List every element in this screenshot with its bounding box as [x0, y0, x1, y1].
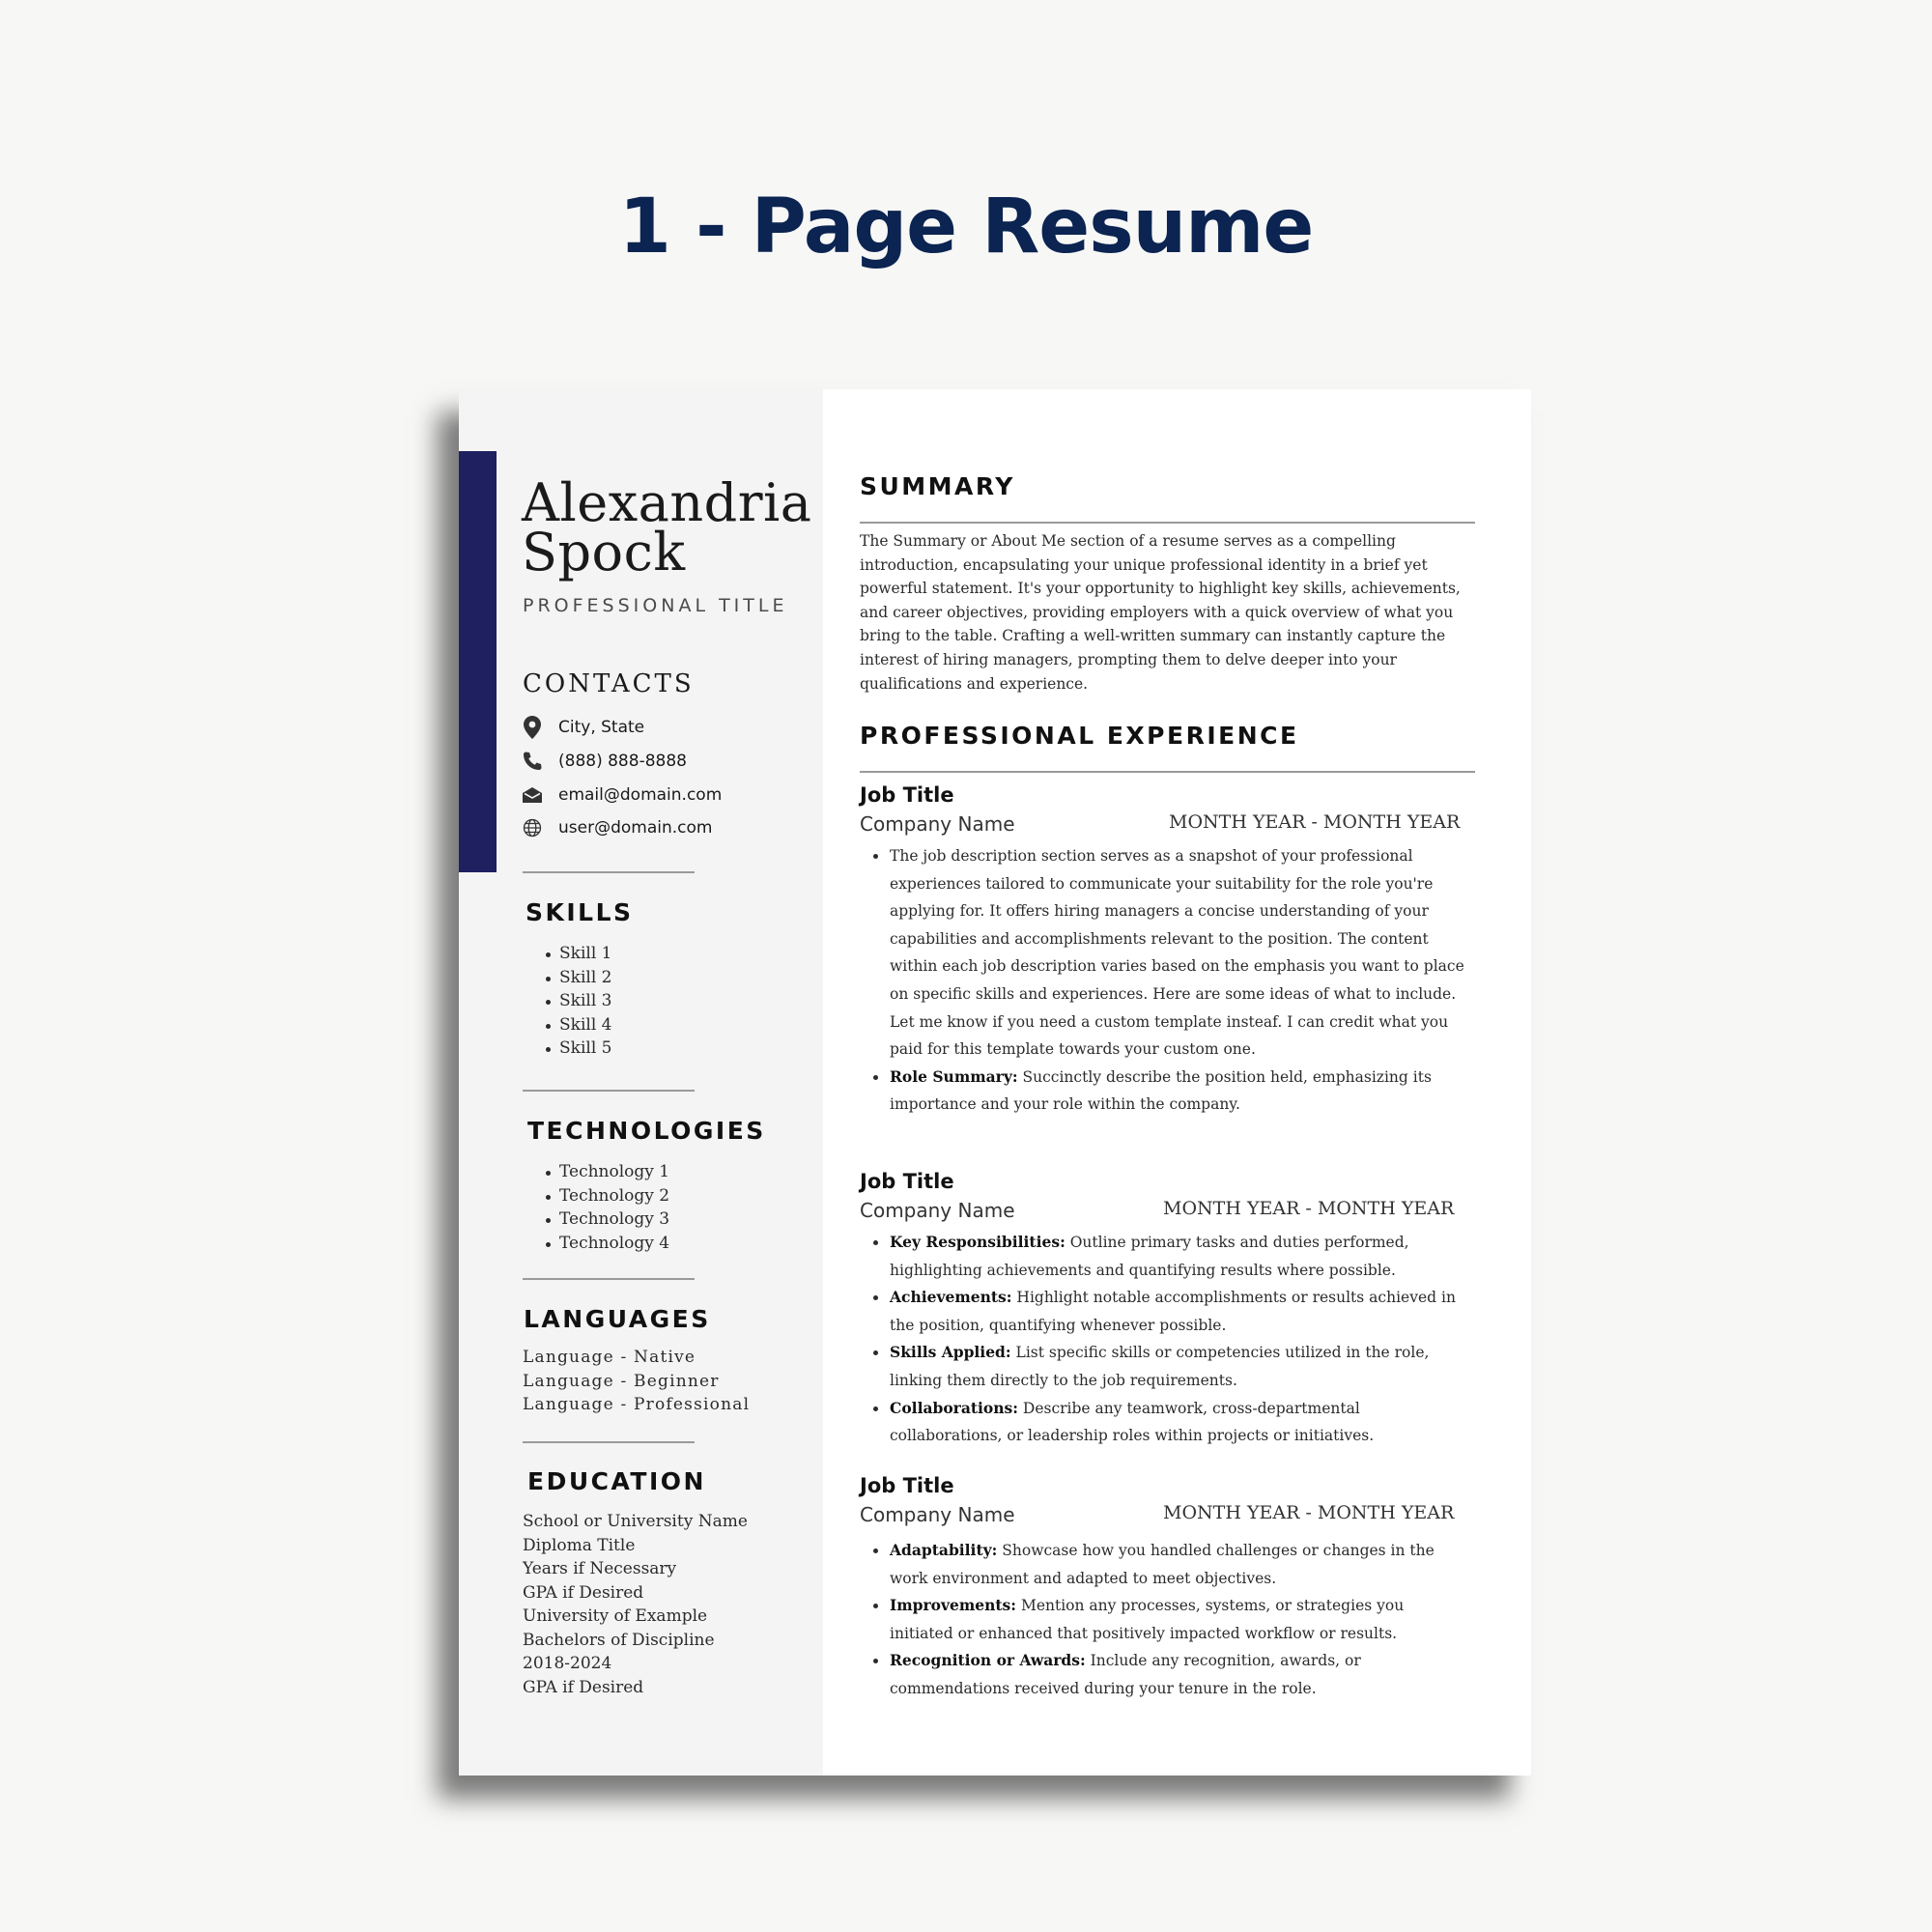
education-gpa: GPA if Desired	[523, 1582, 644, 1603]
technology-item: Technology 3	[546, 1208, 669, 1232]
job-bullet	[873, 1284, 1464, 1339]
resume-sidebar	[459, 389, 823, 1776]
language-item: Language - Beginner	[523, 1371, 720, 1391]
contact-phone	[521, 747, 687, 776]
bullet-label: Role Summary:	[890, 1066, 1018, 1086]
contact-website	[521, 813, 712, 842]
bullet-label: Achievements:	[890, 1288, 1012, 1307]
company-name: Company Name	[860, 1199, 1015, 1222]
company-name: Company Name	[860, 1503, 1015, 1526]
education-diploma: Bachelors of Discipline	[523, 1630, 715, 1650]
summary-divider	[860, 522, 1475, 524]
bullet-text: Succinctly describe the position held, emphasizing its importance and your role within the company.	[890, 1067, 1432, 1114]
job-bullet	[873, 842, 1464, 1064]
sidebar-divider	[523, 1441, 695, 1443]
contact-website-text: user@domain.com	[558, 818, 713, 838]
bullet-text: Mention any processes, systems, or strategies you initiated or enhanced that positively impacted workflow or results.	[890, 1597, 1405, 1642]
location-pin-icon	[521, 716, 544, 739]
education-heading: EDUCATION	[527, 1467, 706, 1495]
bullet-label: Skills Applied:	[890, 1343, 1011, 1362]
sidebar-divider	[523, 871, 695, 873]
job-bullet	[873, 1647, 1464, 1702]
bullet-text: Outline primary tasks and duties performed, highlighting achievements and quantifying results where possible.	[890, 1234, 1409, 1279]
skill-item: Skill 1	[546, 942, 611, 966]
education-school: School or University Name	[523, 1512, 748, 1531]
language-item: Language - Native	[523, 1348, 696, 1367]
languages-list	[523, 1346, 750, 1417]
professional-title: PROFESSIONAL TITLE	[523, 595, 788, 616]
education-years: 2018-2024	[523, 1654, 612, 1673]
skill-item: Skill 5	[546, 1037, 611, 1061]
summary-text: The Summary or About Me section of a resume serves as a compelling introduction, encapsulating your unique professional identity in a brief yet powerful statement. It's your opportunity to highlight key skills, achievements, and career objectives, providing employers with a quick overview of what you bring to the table. Crafting a well-written summary can instantly capture the interest of hiring managers, prompting them to delve deeper into your qualifications and experience.	[860, 532, 1461, 693]
bullet-text: Highlight notable accomplishments or results achieved in the position, quantifying whenever possible.	[890, 1289, 1456, 1334]
contact-email	[521, 781, 722, 810]
bullet-text: Describe any teamwork, cross-departmental collaborations, or leadership roles within projects or initiatives.	[890, 1399, 1375, 1445]
job-bullets	[873, 1537, 1464, 1703]
technologies-list	[546, 1160, 669, 1255]
summary-heading: SUMMARY	[860, 472, 1015, 500]
job-dates: MONTH YEAR - MONTH YEAR	[1169, 811, 1461, 833]
sidebar-divider	[523, 1278, 695, 1280]
education-years: Years if Necessary	[523, 1559, 677, 1578]
experience-divider	[860, 771, 1475, 773]
job-title: Job Title	[860, 1474, 954, 1497]
job-bullet	[873, 1395, 1464, 1450]
job-bullet	[873, 1229, 1464, 1284]
skills-list	[546, 942, 611, 1061]
job-dates: MONTH YEAR - MONTH YEAR	[1163, 1198, 1455, 1219]
globe-icon	[521, 816, 544, 839]
education-gpa: GPA if Desired	[523, 1677, 644, 1697]
skill-item: Skill 2	[546, 966, 611, 990]
bullet-label: Collaborations:	[890, 1398, 1018, 1417]
name-last: Spock	[522, 522, 686, 582]
resume-page	[459, 389, 1531, 1776]
education-school: University of Example	[523, 1606, 708, 1626]
experience-heading: PROFESSIONAL EXPERIENCE	[860, 722, 1299, 750]
job-bullet	[873, 1339, 1464, 1394]
bullet-text: Include any recognition, awards, or commendations received during your tenure in the role.	[890, 1652, 1361, 1697]
job-title: Job Title	[860, 783, 954, 807]
job-title: Job Title	[860, 1170, 954, 1193]
bullet-text: Showcase how you handled challenges or changes in the work environment and adapted to meet objectives.	[890, 1542, 1435, 1587]
bullet-label: Improvements:	[890, 1596, 1017, 1615]
job-bullets	[873, 842, 1464, 1119]
skill-item: Skill 4	[546, 1013, 611, 1037]
bullet-label: Recognition or Awards:	[890, 1651, 1086, 1670]
banner-title: 1 - Page Resume	[618, 184, 1314, 270]
technology-item: Technology 2	[546, 1184, 669, 1208]
technology-item: Technology 4	[546, 1232, 669, 1256]
technologies-heading: TECHNOLOGIES	[527, 1117, 766, 1145]
contact-location-text: City, State	[558, 718, 645, 737]
contact-location	[521, 713, 644, 742]
phone-icon	[521, 750, 544, 773]
skill-item: Skill 3	[546, 989, 611, 1013]
contacts-heading: CONTACTS	[523, 669, 695, 698]
bullet-label: Adaptability:	[890, 1541, 998, 1559]
job-dates: MONTH YEAR - MONTH YEAR	[1163, 1502, 1455, 1523]
job-bullet	[873, 1537, 1464, 1592]
sidebar-divider	[523, 1090, 695, 1092]
education-diploma: Diploma Title	[523, 1535, 636, 1555]
education-entry	[523, 1605, 715, 1699]
job-bullet	[873, 1592, 1464, 1647]
job-bullets	[873, 1229, 1464, 1450]
bullet-text: List specific skills or competencies utilized in the role, linking them directly to the job requirements.	[890, 1344, 1430, 1389]
bullet-label: Key Responsibilities:	[890, 1233, 1065, 1251]
skills-heading: SKILLS	[526, 898, 634, 926]
language-item: Language - Professional	[523, 1395, 751, 1414]
bullet-text: The job description section serves as a snapshot of your professional experiences tailored to communicate your suitability for the role you're applying for. It offers hiring managers a concise understanding of your capabilities and accomplishments relevant to the position. The content within each job description varies based on the emphasis you want to place on specific skills and experiences. Here are some ideas of what to include. Let me know if you need a custom template insteaf. I can credit what you paid for this template towards your custom one.	[890, 847, 1464, 1059]
technology-item: Technology 1	[546, 1160, 669, 1184]
contact-phone-text: (888) 888-8888	[558, 752, 687, 771]
education-entry	[523, 1510, 748, 1605]
languages-heading: LANGUAGES	[524, 1305, 711, 1333]
job-bullet	[873, 1064, 1464, 1119]
name-first: Alexandria	[522, 472, 812, 533]
envelope-icon	[521, 783, 544, 807]
company-name: Company Name	[860, 812, 1015, 836]
accent-bar	[459, 451, 497, 872]
contact-email-text: email@domain.com	[558, 785, 723, 805]
